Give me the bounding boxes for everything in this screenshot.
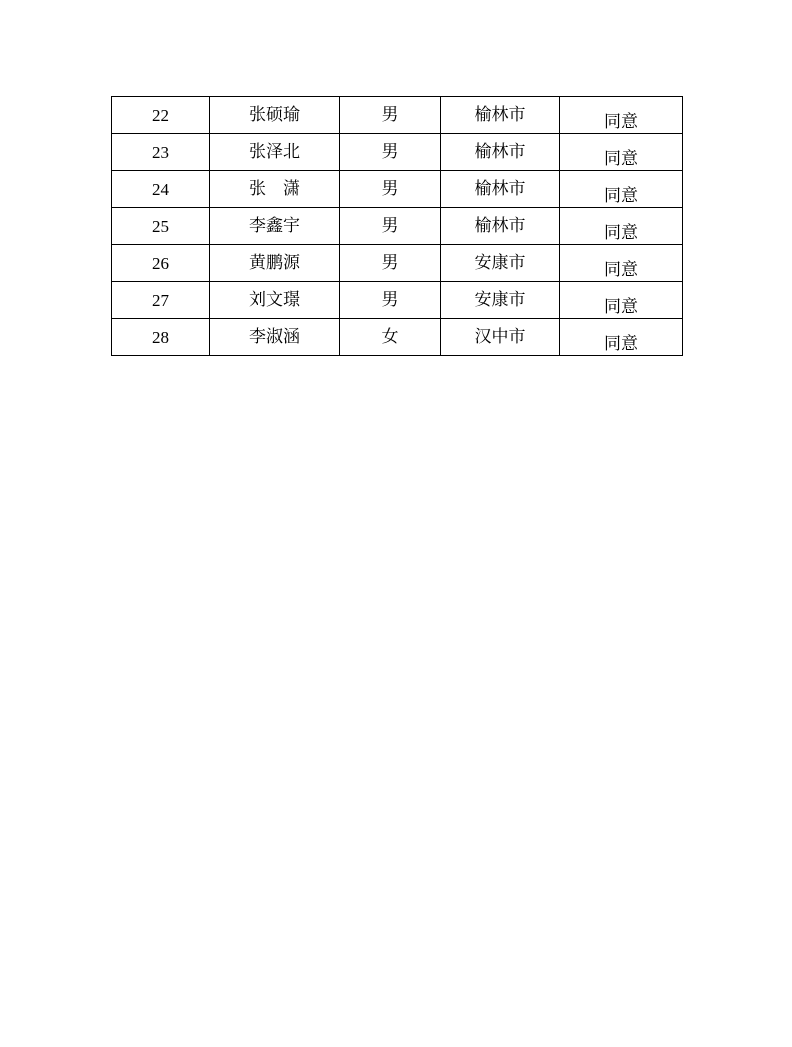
table-row (112, 97, 683, 134)
name-text: 李淑涵 (249, 326, 300, 347)
name-text: 黄鹏源 (249, 252, 300, 273)
name-text: 张 潇 (249, 178, 300, 199)
gender-cell: 男 (340, 134, 441, 171)
row-number-cell: 23 (112, 134, 210, 171)
city-cell: 榆林市 (441, 134, 560, 171)
name-cell (210, 319, 340, 356)
roster-table (111, 96, 683, 356)
name-text: 张泽北 (249, 141, 300, 162)
status-cell (560, 245, 683, 282)
city-cell: 汉中市 (441, 319, 560, 356)
city-cell: 榆林市 (441, 171, 560, 208)
table-row (112, 245, 683, 282)
status-cell (560, 97, 683, 134)
status-cell (560, 171, 683, 208)
name-cell (210, 282, 340, 319)
table-row (112, 319, 683, 356)
status-text: 同意 (604, 296, 638, 317)
status-cell (560, 319, 683, 356)
name-text: 刘文璟 (249, 289, 300, 310)
gender-cell: 男 (340, 208, 441, 245)
roster-table-body (112, 97, 683, 356)
gender-cell: 男 (340, 171, 441, 208)
city-cell: 安康市 (441, 245, 560, 282)
status-text: 同意 (604, 148, 638, 169)
gender-cell: 男 (340, 282, 441, 319)
name-text: 李鑫宇 (249, 215, 300, 236)
name-text: 张硕瑜 (249, 104, 300, 125)
row-number-cell: 27 (112, 282, 210, 319)
row-number-cell: 28 (112, 319, 210, 356)
city-cell: 榆林市 (441, 208, 560, 245)
city-cell: 安康市 (441, 282, 560, 319)
table-row (112, 171, 683, 208)
status-text: 同意 (604, 259, 638, 280)
status-text: 同意 (604, 111, 638, 132)
row-number-cell: 24 (112, 171, 210, 208)
status-cell (560, 282, 683, 319)
gender-cell: 男 (340, 97, 441, 134)
name-cell (210, 245, 340, 282)
status-text: 同意 (604, 185, 638, 206)
row-number-cell: 22 (112, 97, 210, 134)
city-cell: 榆林市 (441, 97, 560, 134)
name-cell (210, 97, 340, 134)
table-row (112, 282, 683, 319)
status-text: 同意 (604, 222, 638, 243)
row-number-cell: 25 (112, 208, 210, 245)
status-cell (560, 134, 683, 171)
status-cell (560, 208, 683, 245)
name-cell (210, 208, 340, 245)
name-cell (210, 171, 340, 208)
gender-cell: 女 (340, 319, 441, 356)
status-text: 同意 (604, 333, 638, 354)
name-cell (210, 134, 340, 171)
table-row (112, 134, 683, 171)
table-row (112, 208, 683, 245)
gender-cell: 男 (340, 245, 441, 282)
row-number-cell: 26 (112, 245, 210, 282)
